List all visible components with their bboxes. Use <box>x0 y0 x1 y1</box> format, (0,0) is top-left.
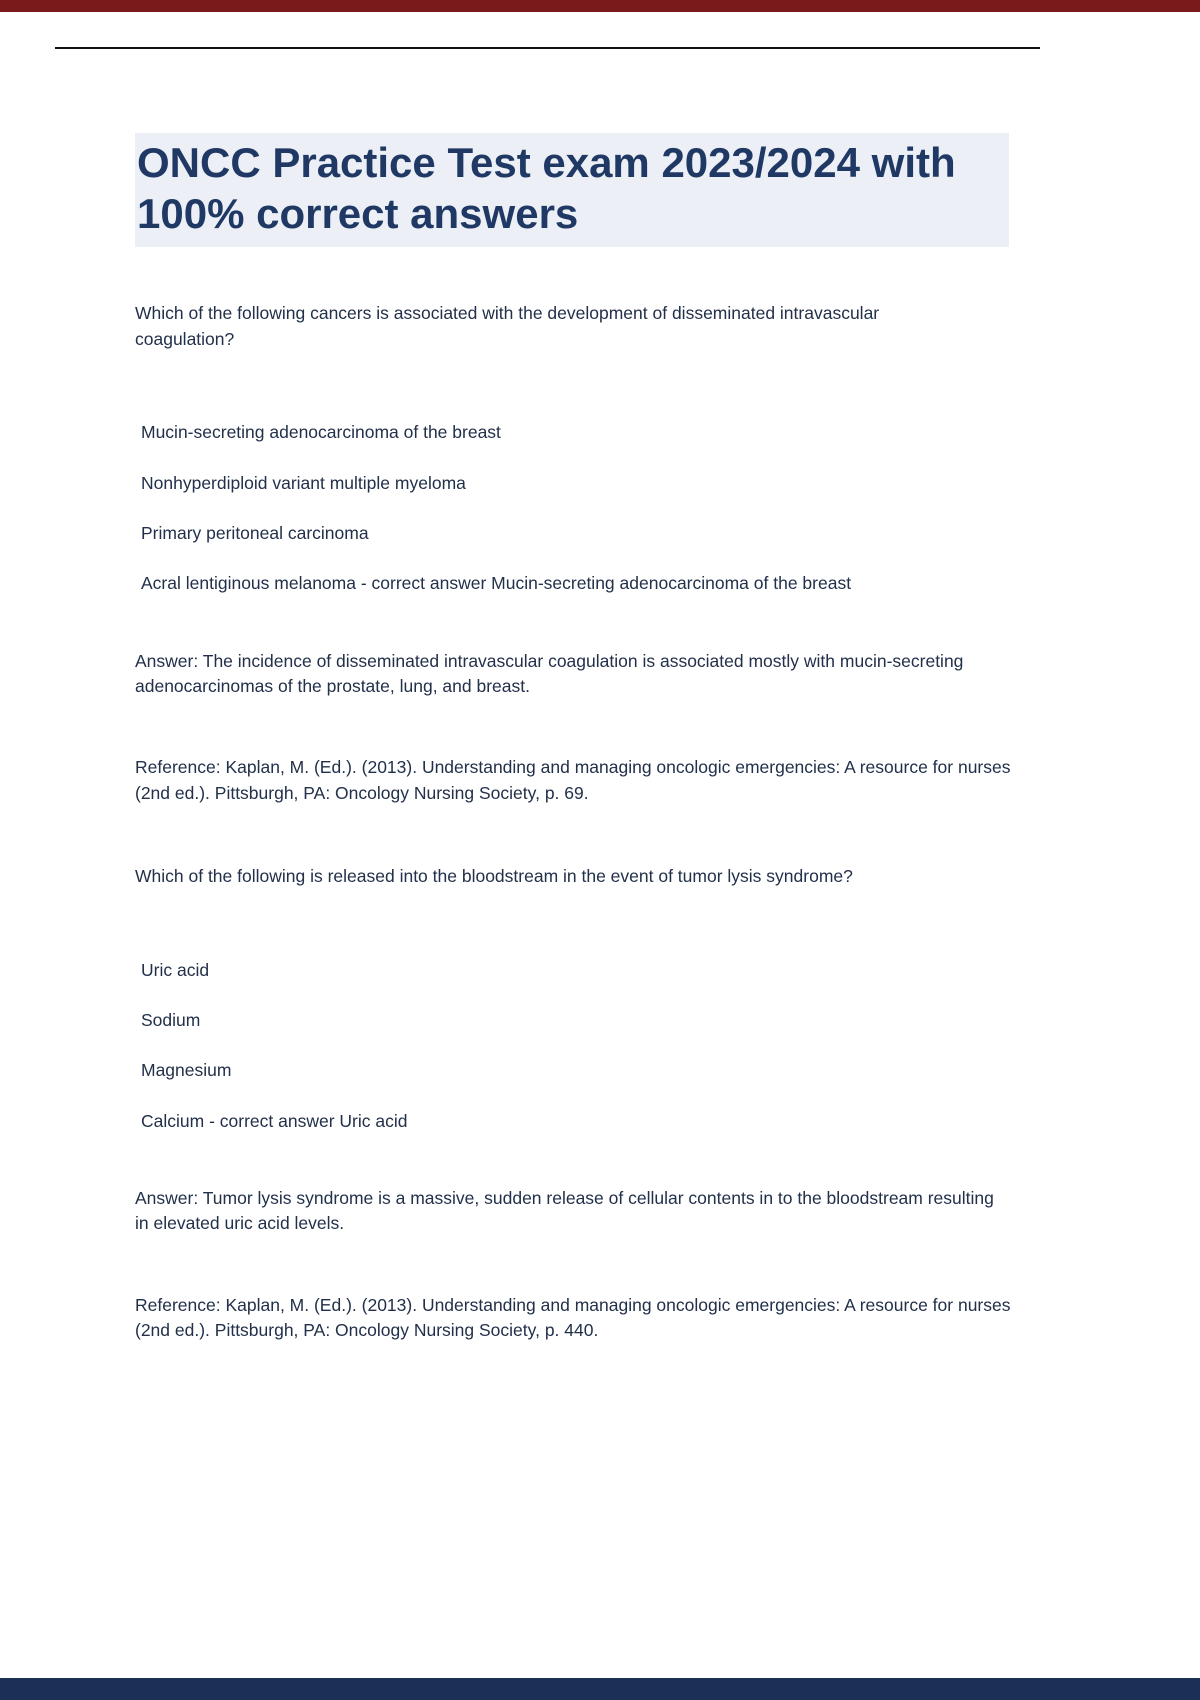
option-line: Nonhyperdiploid variant multiple myeloma <box>141 472 466 493</box>
options-list <box>135 958 1015 1135</box>
option-line: Acral lentiginous melanoma - correct answer Mucin-secreting adenocarcinoma of the breast <box>141 573 852 594</box>
option-line: Uric acid <box>141 959 210 980</box>
question-text: Which of the following is released into the bloodstream in the event of tumor lysis syndrome? <box>135 866 853 887</box>
option-line: Mucin-secreting adenocarcinoma of the breast <box>141 422 501 443</box>
top-accent-bar <box>0 0 1200 12</box>
answer-text: Answer: The incidence of disseminated intravascular coagulation is associated mostly with mucin-secreting adenocarcinomas of the prostate, lung, and breast. <box>135 650 964 697</box>
option-line: Magnesium <box>141 1060 232 1081</box>
question-block-1 <box>135 301 1015 806</box>
reference-text: Reference: Kaplan, M. (Ed.). (2013). Understanding and managing oncologic emergencies: A resource for nurses (2nd ed.). Pittsburgh, PA: Oncology Nursing Society, p. 440. <box>135 1294 1011 1341</box>
option-line: Primary peritoneal carcinoma <box>141 522 369 543</box>
question-block-2 <box>135 864 1015 1343</box>
question-text: Which of the following cancers is associated with the development of disseminated intravascular coagulation? <box>135 303 880 349</box>
header-rule <box>55 47 1040 49</box>
answer-text: Answer: Tumor lysis syndrome is a massive, sudden release of cellular contents in to the bloodstream resulting in elevated uric acid levels. <box>135 1188 994 1234</box>
options-list <box>135 420 1015 597</box>
option-line: Calcium - correct answer Uric acid <box>141 1110 408 1131</box>
footer-bar <box>0 1678 1200 1700</box>
document-content <box>135 133 1015 1361</box>
reference-text: Reference: Kaplan, M. (Ed.). (2013). Understanding and managing oncologic emergencies: A resource for nurses (2nd ed.). Pittsburgh, PA: Oncology Nursing Society, p. 69. <box>135 757 1011 803</box>
page-title: ONCC Practice Test exam 2023/2024 with 100% correct answers <box>135 133 1009 247</box>
option-line: Sodium <box>141 1009 201 1030</box>
